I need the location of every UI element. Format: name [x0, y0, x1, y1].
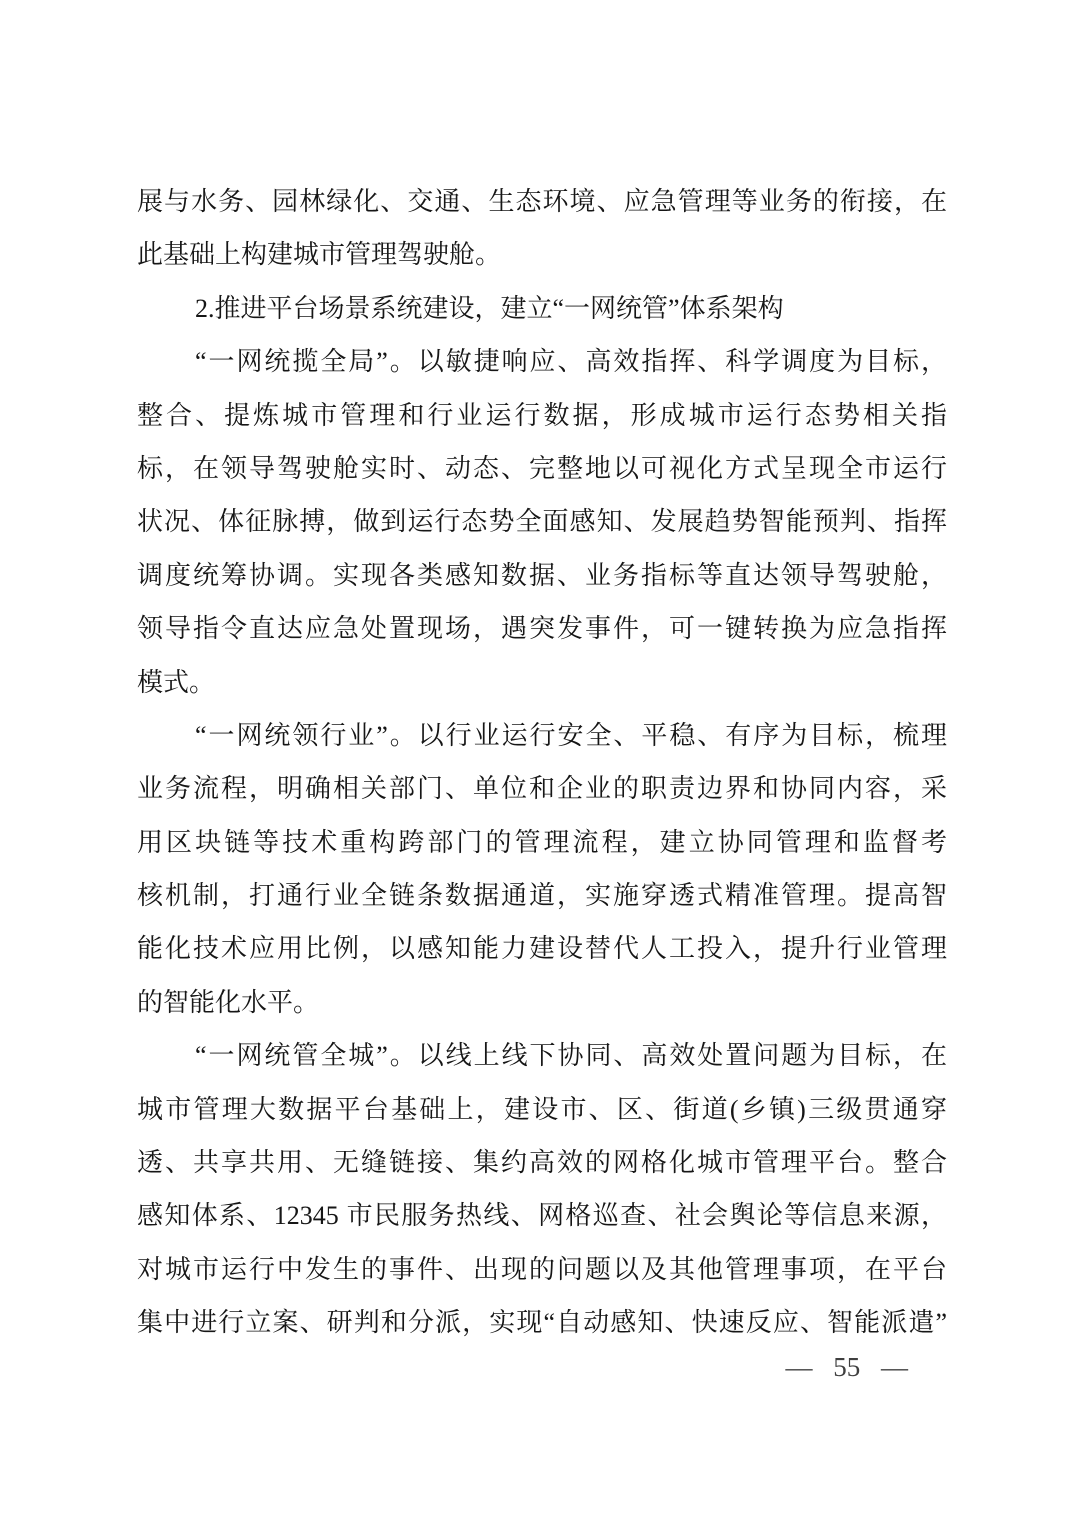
- text-line: 2.推进平台场景系统建设，建立“一网统管”体系架构: [195, 293, 784, 323]
- text-line: 业务流程，明确相关部门、单位和企业的职责边界和协同内容，采: [137, 774, 947, 804]
- text-line: “一网统领行业”。以行业运行安全、平稳、有序为目标，梳理: [195, 720, 947, 750]
- text-line: 状况、体征脉搏，做到运行态势全面感知、发展趋势智能预判、指挥: [137, 507, 947, 537]
- text-line: “一网统管全城”。以线上线下协同、高效处置问题为目标，在: [195, 1041, 947, 1071]
- text-line: 能化技术应用比例，以感知能力建设替代人工投入，提升行业管理: [137, 934, 947, 964]
- text-line: “一网统揽全局”。以敏捷响应、高效指挥、科学调度为目标，: [195, 347, 947, 377]
- text-line: 核机制，打通行业全链条数据通道，实施穿透式精准管理。提高智: [137, 881, 947, 911]
- text-line: 感知体系、12345 市民服务热线、网格巡查、社会舆论等信息来源，: [137, 1201, 947, 1231]
- text-line: 调度统筹协调。实现各类感知数据、业务指标等直达领导驾驶舱，: [137, 560, 947, 590]
- text-line: 的智能化水平。: [137, 987, 320, 1017]
- page-number: — 55 —: [785, 1352, 908, 1382]
- text-line: 此基础上构建城市管理驾驶舱。: [137, 240, 502, 270]
- text-line: 展与水务、园林绿化、交通、生态环境、应急管理等业务的衔接，在: [137, 187, 947, 216]
- text-line: 用区块链等技术重构跨部门的管理流程，建立协同管理和监督考: [137, 827, 947, 857]
- text-line: 集中进行立案、研判和分派，实现“自动感知、快速反应、智能派遣”: [137, 1308, 947, 1338]
- text-line: 城市管理大数据平台基础上，建设市、区、街道(乡镇)三级贯通穿: [137, 1094, 947, 1124]
- text-line: 标，在领导驾驶舱实时、动态、完整地以可视化方式呈现全市运行: [137, 453, 947, 483]
- text-line: 整合、提炼城市管理和行业运行数据，形成城市运行态势相关指: [137, 400, 947, 430]
- text-line: 模式。: [137, 667, 216, 697]
- document-text: [137, 175, 947, 1350]
- text-line: 对城市运行中发生的事件、出现的问题以及其他管理事项，在平台: [137, 1254, 947, 1284]
- text-line: 领导指令直达应急处置现场，遇突发事件，可一键转换为应急指挥: [137, 614, 947, 644]
- text-line: 透、共享共用、无缝链接、集约高效的网格化城市管理平台。整合: [137, 1148, 947, 1178]
